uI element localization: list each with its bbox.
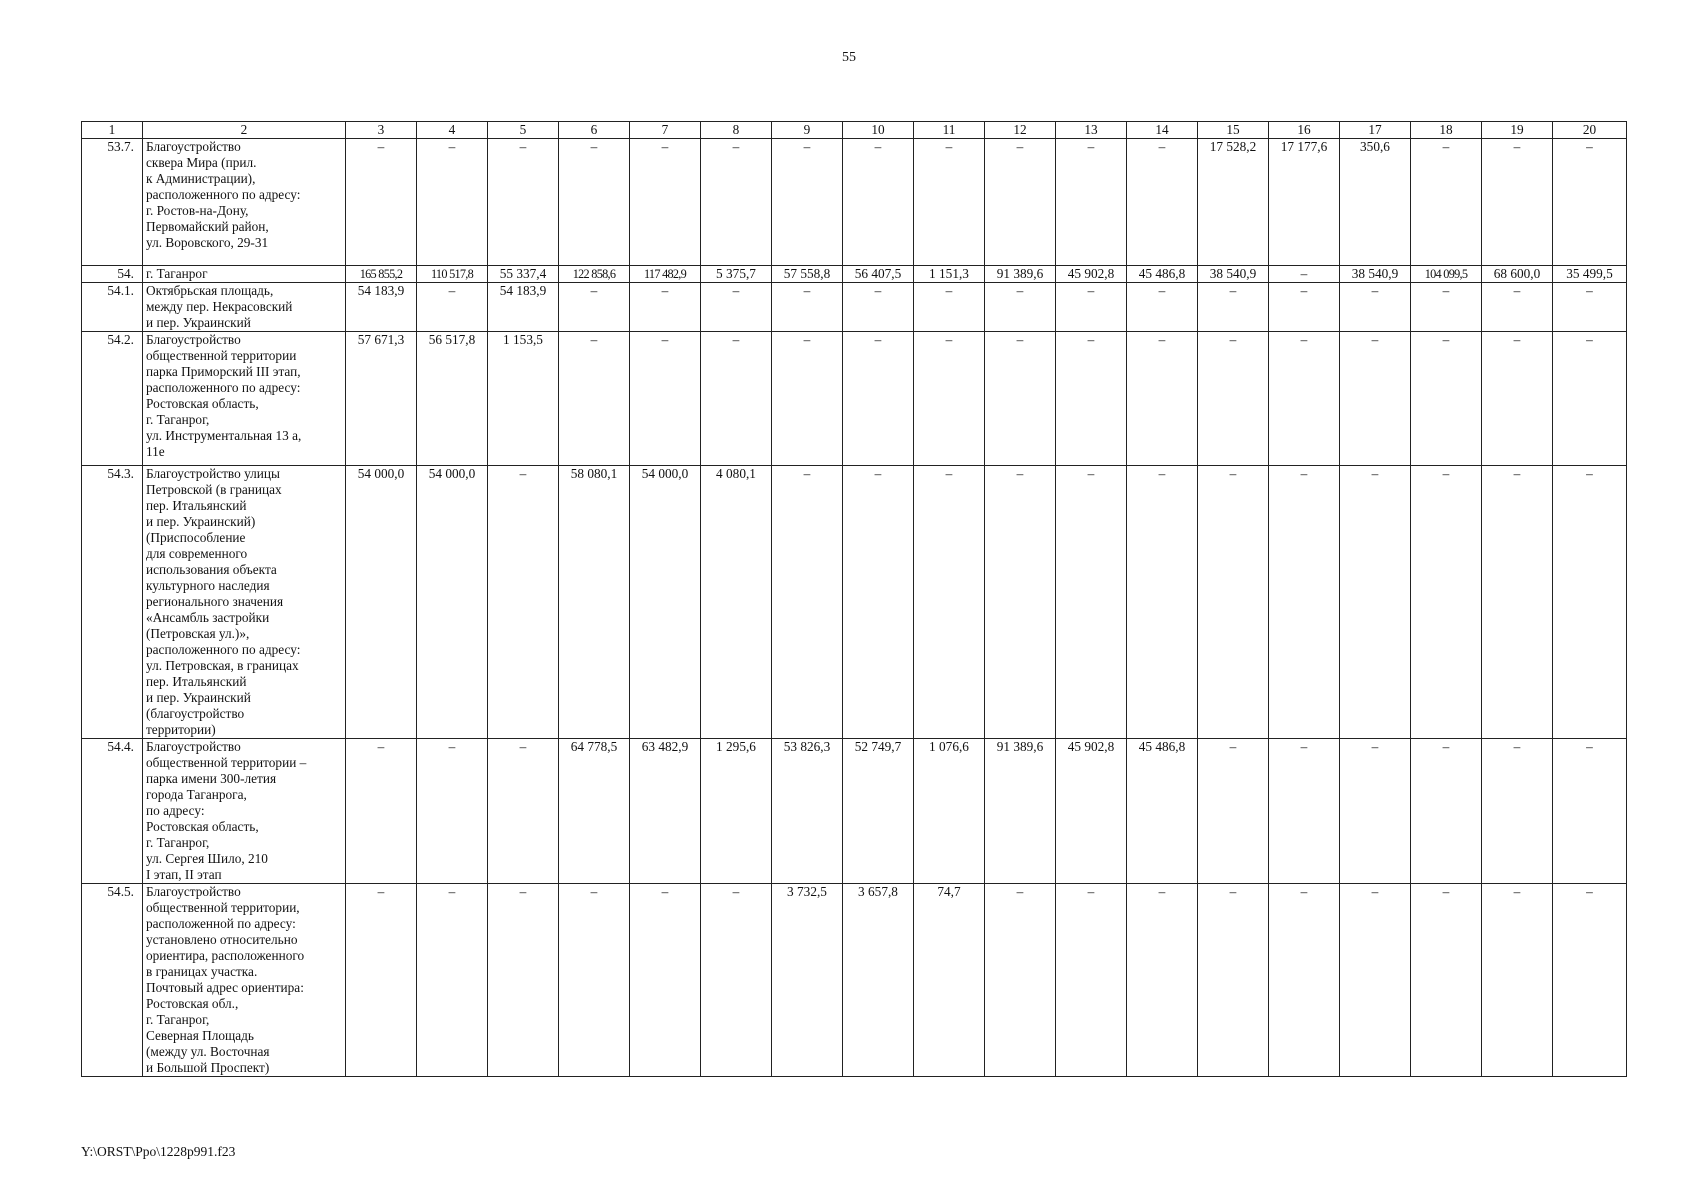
value-cell: – xyxy=(1269,884,1340,1077)
table-row xyxy=(82,332,1627,466)
value-cell: – xyxy=(1269,283,1340,332)
value-cell: – xyxy=(985,466,1056,739)
value-cell: 3 657,8 xyxy=(843,884,914,1077)
value-cell: – xyxy=(1340,884,1411,1077)
value-cell: – xyxy=(701,884,772,1077)
table-row xyxy=(82,739,1627,884)
value-cell: – xyxy=(1127,283,1198,332)
value-cell: – xyxy=(1198,739,1269,884)
column-header: 10 xyxy=(843,122,914,139)
value-cell: – xyxy=(701,139,772,266)
value-cell: 17 528,2 xyxy=(1198,139,1269,266)
value-cell: 63 482,9 xyxy=(630,739,701,884)
value-cell: – xyxy=(559,139,630,266)
value-cell: – xyxy=(985,884,1056,1077)
value-cell: – xyxy=(1269,739,1340,884)
value-cell: – xyxy=(985,332,1056,466)
value-cell: – xyxy=(914,466,985,739)
value-cell: – xyxy=(417,739,488,884)
value-cell: – xyxy=(1056,283,1127,332)
value-cell: – xyxy=(559,884,630,1077)
value-cell: 3 732,5 xyxy=(772,884,843,1077)
column-header: 13 xyxy=(1056,122,1127,139)
value-cell: – xyxy=(1269,332,1340,466)
column-header: 14 xyxy=(1127,122,1198,139)
value-cell: – xyxy=(417,283,488,332)
value-cell: – xyxy=(772,139,843,266)
item-name: г. Таганрог xyxy=(143,266,346,283)
value-cell: – xyxy=(1411,466,1482,739)
value-cell: 91 389,6 xyxy=(985,266,1056,283)
value-cell: – xyxy=(346,884,417,1077)
value-cell: – xyxy=(914,332,985,466)
value-cell: – xyxy=(914,283,985,332)
column-header: 12 xyxy=(985,122,1056,139)
value-cell: – xyxy=(1482,466,1553,739)
value-cell: – xyxy=(1411,739,1482,884)
value-cell: – xyxy=(630,332,701,466)
value-cell: 45 902,8 xyxy=(1056,266,1127,283)
value-cell: – xyxy=(1198,332,1269,466)
column-header: 16 xyxy=(1269,122,1340,139)
value-cell: 117 482,9 xyxy=(630,266,701,283)
value-cell: 54 000,0 xyxy=(417,466,488,739)
value-cell: – xyxy=(1340,332,1411,466)
column-header: 18 xyxy=(1411,122,1482,139)
value-cell: – xyxy=(1127,884,1198,1077)
value-cell: 45 486,8 xyxy=(1127,266,1198,283)
column-header: 15 xyxy=(1198,122,1269,139)
value-cell: – xyxy=(985,283,1056,332)
value-cell: – xyxy=(346,739,417,884)
value-cell: – xyxy=(1198,884,1269,1077)
value-cell: – xyxy=(1056,139,1127,266)
value-cell: 64 778,5 xyxy=(559,739,630,884)
value-cell: – xyxy=(559,283,630,332)
value-cell: – xyxy=(630,283,701,332)
value-cell: – xyxy=(1553,139,1627,266)
item-name: Благоустройство улицы Петровской (в границах пер. Итальянский и пер. Украинский) (Приспособление для современного использования объекта культурного наследия регионального значения «Ансамбль застройки (Петровская ул.)», расположенного по адресу: ул. Петровская, в границах пер. Итальянский и пер. Украинский (благоустройство территории) xyxy=(143,466,346,739)
value-cell: – xyxy=(559,332,630,466)
column-header: 3 xyxy=(346,122,417,139)
value-cell: – xyxy=(843,332,914,466)
value-cell: – xyxy=(1340,466,1411,739)
value-cell: 74,7 xyxy=(914,884,985,1077)
value-cell: – xyxy=(772,332,843,466)
column-header: 19 xyxy=(1482,122,1553,139)
value-cell: 38 540,9 xyxy=(1198,266,1269,283)
value-cell: – xyxy=(1411,283,1482,332)
value-cell: – xyxy=(1411,884,1482,1077)
value-cell: – xyxy=(843,283,914,332)
value-cell: 1 295,6 xyxy=(701,739,772,884)
item-name: Октябрьская площадь, между пер. Некрасовский и пер. Украинский xyxy=(143,283,346,332)
value-cell: 54 183,9 xyxy=(488,283,559,332)
column-header: 11 xyxy=(914,122,985,139)
value-cell: 56 517,8 xyxy=(417,332,488,466)
table-body xyxy=(82,122,1627,1077)
item-name: Благоустройство общественной территории, расположенной по адресу: установлено относительно ориентира, расположенного в границах участка. Почтовый адрес ориентира: Ростовская обл., г. Таганрог, Северная Площадь (между ул. Восточная и Большой Проспект) xyxy=(143,884,346,1077)
value-cell: – xyxy=(985,139,1056,266)
value-cell: – xyxy=(1127,332,1198,466)
value-cell: – xyxy=(1482,884,1553,1077)
value-cell: – xyxy=(488,739,559,884)
value-cell: 5 375,7 xyxy=(701,266,772,283)
value-cell: – xyxy=(630,139,701,266)
row-number: 53.7. xyxy=(82,139,143,266)
value-cell: – xyxy=(1482,283,1553,332)
column-header: 20 xyxy=(1553,122,1627,139)
table-row xyxy=(82,466,1627,739)
value-cell: 165 855,2 xyxy=(346,266,417,283)
row-number: 54.3. xyxy=(82,466,143,739)
value-cell: – xyxy=(914,139,985,266)
item-name: Благоустройство общественной территории – парка имени 300-летия города Таганрога, по адресу: Ростовская область, г. Таганрог, ул. Сергея Шило, 210 I этап, II этап xyxy=(143,739,346,884)
value-cell: – xyxy=(1553,466,1627,739)
value-cell: – xyxy=(1553,739,1627,884)
row-number: 54.2. xyxy=(82,332,143,466)
row-number: 54.1. xyxy=(82,283,143,332)
column-header: 9 xyxy=(772,122,843,139)
value-cell: 1 153,5 xyxy=(488,332,559,466)
column-header: 4 xyxy=(417,122,488,139)
value-cell: – xyxy=(417,884,488,1077)
value-cell: – xyxy=(1553,884,1627,1077)
column-header: 7 xyxy=(630,122,701,139)
value-cell: 54 183,9 xyxy=(346,283,417,332)
value-cell: – xyxy=(630,884,701,1077)
column-header: 5 xyxy=(488,122,559,139)
column-header: 2 xyxy=(143,122,346,139)
value-cell: – xyxy=(1411,332,1482,466)
page-number: 55 xyxy=(842,50,856,65)
value-cell: 45 902,8 xyxy=(1056,739,1127,884)
value-cell: – xyxy=(1340,739,1411,884)
column-header: 8 xyxy=(701,122,772,139)
file-path-footer: Y:\ORST\Ppo\1228p991.f23 xyxy=(81,1144,236,1159)
value-cell: – xyxy=(843,466,914,739)
value-cell: – xyxy=(1198,466,1269,739)
table-row xyxy=(82,283,1627,332)
value-cell: 68 600,0 xyxy=(1482,266,1553,283)
value-cell: – xyxy=(1482,332,1553,466)
value-cell: – xyxy=(1056,884,1127,1077)
value-cell: 52 749,7 xyxy=(843,739,914,884)
value-cell: – xyxy=(1553,332,1627,466)
column-header: 1 xyxy=(82,122,143,139)
column-header: 17 xyxy=(1340,122,1411,139)
value-cell: – xyxy=(488,884,559,1077)
budget-table xyxy=(81,121,1627,1077)
value-cell: – xyxy=(1198,283,1269,332)
value-cell: 55 337,4 xyxy=(488,266,559,283)
table-row xyxy=(82,266,1627,283)
value-cell: – xyxy=(772,466,843,739)
value-cell: – xyxy=(1127,466,1198,739)
value-cell: – xyxy=(1482,739,1553,884)
header-row xyxy=(82,122,1627,139)
value-cell: 1 076,6 xyxy=(914,739,985,884)
value-cell: 1 151,3 xyxy=(914,266,985,283)
value-cell: – xyxy=(1056,332,1127,466)
value-cell: – xyxy=(1482,139,1553,266)
value-cell: 91 389,6 xyxy=(985,739,1056,884)
value-cell: 57 558,8 xyxy=(772,266,843,283)
value-cell: – xyxy=(1553,283,1627,332)
value-cell: – xyxy=(1411,139,1482,266)
value-cell: 56 407,5 xyxy=(843,266,914,283)
value-cell: – xyxy=(488,139,559,266)
item-name: Благоустройство общественной территории парка Приморский III этап, расположенного по адресу: Ростовская область, г. Таганрог, ул. Инструментальная 13 а, 11е xyxy=(143,332,346,466)
row-number: 54. xyxy=(82,266,143,283)
column-header: 6 xyxy=(559,122,630,139)
table-row xyxy=(82,139,1627,266)
value-cell: 17 177,6 xyxy=(1269,139,1340,266)
value-cell: – xyxy=(417,139,488,266)
value-cell: 350,6 xyxy=(1340,139,1411,266)
value-cell: – xyxy=(1127,139,1198,266)
value-cell: 54 000,0 xyxy=(630,466,701,739)
table-row xyxy=(82,884,1627,1077)
value-cell: – xyxy=(772,283,843,332)
value-cell: 122 858,6 xyxy=(559,266,630,283)
value-cell: 45 486,8 xyxy=(1127,739,1198,884)
value-cell: – xyxy=(1056,466,1127,739)
value-cell: – xyxy=(1269,266,1340,283)
value-cell: 35 499,5 xyxy=(1553,266,1627,283)
value-cell: – xyxy=(1340,283,1411,332)
value-cell: – xyxy=(843,139,914,266)
value-cell: 104 099,5 xyxy=(1411,266,1482,283)
value-cell: 58 080,1 xyxy=(559,466,630,739)
value-cell: 53 826,3 xyxy=(772,739,843,884)
value-cell: – xyxy=(701,332,772,466)
value-cell: – xyxy=(701,283,772,332)
value-cell: – xyxy=(346,139,417,266)
value-cell: 57 671,3 xyxy=(346,332,417,466)
row-number: 54.5. xyxy=(82,884,143,1077)
item-name: Благоустройство сквера Мира (прил. к Администрации), расположенного по адресу: г. Ростов-на-Дону, Первомайский район, ул. Воровского, 29-31 xyxy=(143,139,346,266)
value-cell: 54 000,0 xyxy=(346,466,417,739)
row-number: 54.4. xyxy=(82,739,143,884)
value-cell: 110 517,8 xyxy=(417,266,488,283)
value-cell: 38 540,9 xyxy=(1340,266,1411,283)
value-cell: 4 080,1 xyxy=(701,466,772,739)
value-cell: – xyxy=(488,466,559,739)
value-cell: – xyxy=(1269,466,1340,739)
